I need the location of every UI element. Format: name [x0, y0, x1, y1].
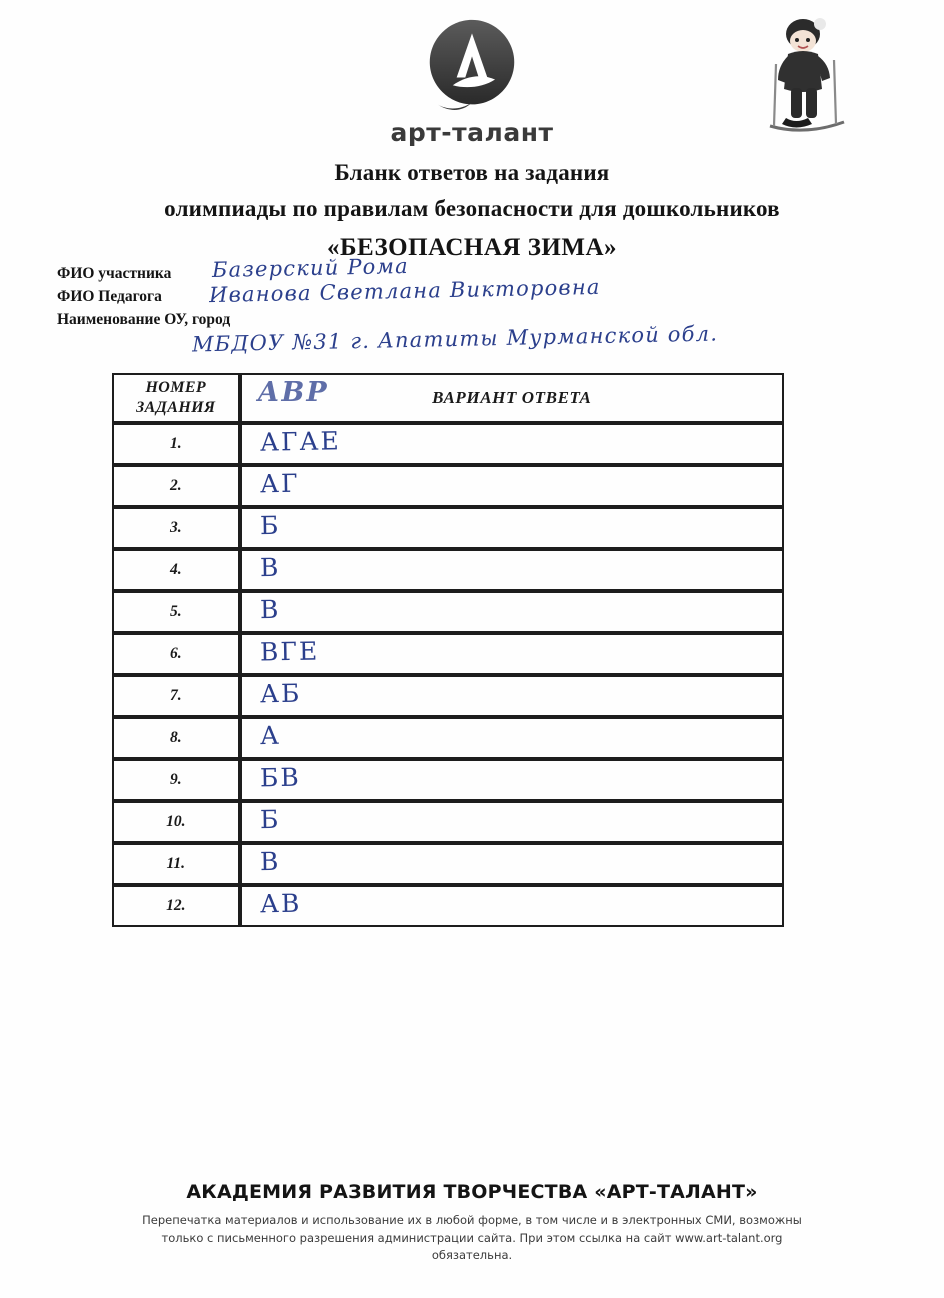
answer-cell — [240, 801, 784, 843]
logo-brand-text: арт-талант — [390, 118, 554, 147]
answer-cell — [240, 717, 784, 759]
table-row — [112, 549, 784, 591]
footer — [0, 1181, 944, 1264]
answer-value: В — [259, 594, 281, 625]
answer-value: АВ — [259, 888, 302, 919]
answer-value: АБ — [259, 678, 302, 709]
answers-table — [112, 373, 784, 927]
answer-value: А — [259, 720, 281, 751]
field-label: ФИО участника — [57, 265, 172, 282]
table-row — [112, 759, 784, 801]
answer-value: АГ — [259, 468, 300, 499]
task-number: 9. — [112, 759, 240, 801]
answer-cell — [240, 591, 784, 633]
task-number: 1. — [112, 423, 240, 465]
answer-cell — [240, 633, 784, 675]
table-row — [112, 843, 784, 885]
field-value-participant-name: Базерский Рома — [211, 253, 410, 283]
answer-value: В — [259, 552, 281, 583]
table-row — [112, 633, 784, 675]
task-number: 2. — [112, 465, 240, 507]
answer-value: Б — [259, 804, 281, 835]
header-task-number — [112, 373, 240, 423]
answer-cell — [240, 885, 784, 927]
table-row — [112, 423, 784, 465]
task-number: 6. — [112, 633, 240, 675]
header-answer-variant — [240, 373, 784, 423]
field-label: Наименование ОУ, город — [57, 311, 231, 328]
task-number: 10. — [112, 801, 240, 843]
table-row — [112, 507, 784, 549]
header-answer-variant-label: ВАРИАНТ ОТВЕТА — [432, 388, 592, 407]
table-row — [112, 591, 784, 633]
answer-cell — [240, 507, 784, 549]
answer-value: ВГЕ — [259, 636, 319, 667]
answer-value: БВ — [259, 762, 301, 793]
table-row — [112, 465, 784, 507]
page-title-line2: олимпиады по правилам безопасности для дошкольников — [164, 196, 780, 221]
answer-cell — [240, 843, 784, 885]
answer-cell — [240, 759, 784, 801]
field-label: ФИО Педагога — [57, 288, 162, 305]
participant-fields — [57, 253, 897, 357]
table-row — [112, 885, 784, 927]
table-row — [112, 675, 784, 717]
footer-title: АКАДЕМИЯ РАЗВИТИЯ ТВОРЧЕСТВА «АРТ-ТАЛАНТ» — [186, 1181, 758, 1204]
task-number: 11. — [112, 843, 240, 885]
answer-value: Б — [259, 510, 281, 541]
answer-cell — [240, 675, 784, 717]
task-number: 7. — [112, 675, 240, 717]
header-task-number-line1: НОМЕР — [145, 379, 207, 396]
page-title-line1: Бланк ответов на задания — [334, 160, 610, 185]
table-header-row — [112, 373, 784, 423]
field-value-school-city: МБДОУ №31 г. Апатиты Мурманской обл. — [191, 321, 719, 357]
title-block — [0, 160, 944, 262]
task-number: 12. — [112, 885, 240, 927]
field-value-teacher-name: Иванова Светлана Викторовна — [208, 274, 601, 308]
art-talant-logo-icon — [424, 18, 520, 114]
task-number: 5. — [112, 591, 240, 633]
page-title-line3: «БЕЗОПАСНАЯ ЗИМА» — [326, 234, 618, 261]
table-row — [112, 801, 784, 843]
task-number: 3. — [112, 507, 240, 549]
answer-value: АГАЕ — [259, 426, 341, 457]
task-number: 8. — [112, 717, 240, 759]
header-answer-handwritten: АВР — [257, 377, 329, 408]
header-task-number-line2: ЗАДАНИЯ — [136, 399, 216, 416]
answer-cell — [240, 423, 784, 465]
footer-copyright-note: Перепечатка материалов и использование их в любой форме, в том числе и в электронных СМИ, возможны только с письменного разрешения администрации сайта. При этом ссылка на сайт www.art-talant.org обязательна. — [142, 1213, 802, 1262]
table-row — [112, 717, 784, 759]
answer-value: В — [259, 846, 281, 877]
answer-cell — [240, 549, 784, 591]
child-skier-illustration — [750, 14, 860, 144]
task-number: 4. — [112, 549, 240, 591]
answer-cell — [240, 465, 784, 507]
